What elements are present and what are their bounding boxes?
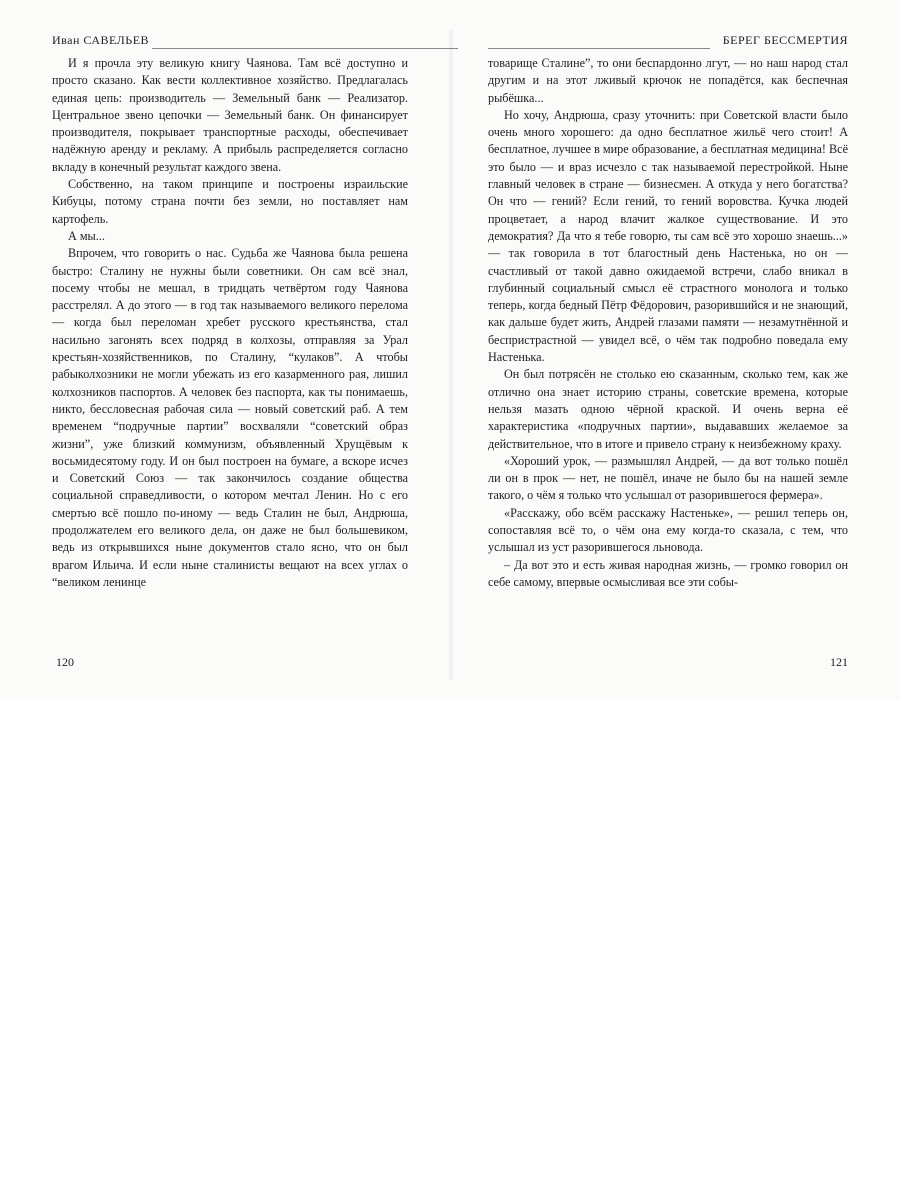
paragraph: «Расскажу, обо всём расскажу Настеньке», — решил теперь он, сопоставляя всё то, о чём она ему когда-то сказала, с тем, что услышал из уст разорившегося льновода. xyxy=(488,505,848,555)
paragraph: Впрочем, что говорить о нас. Судьба же Чаянова была решена быстро: Сталину не нужны были советники. Он сам всё знал, посему чтобы не мешал, в тридцать четвёртом году Чаянова расстрелял. А до этого — в год так называемого великого перелома — когда был переломан хребет русского крестьянства, стал насильно загонять всех подряд в колхозы, отправляя за Урал крестьян-хозяйственников, по Сталину, “кулаков”. А чтобы рабыколхозники не могли убежать из его казарменного рая, лишил колхозников паспортов. А человек без паспорта, как ты понимаешь, никто, бесcловесная рабочая сила — новый советский раб. А тем временем “подручные партии” восхваляли “советский образ жизни”, уже близкий коммунизм, объявленный Хрущёвым к восьмидесятому году. И он был построен на бумаге, а вскоре исчез и Советский Союз — так закончилось создание общества социальной справедливости, о котором мечтал Ленин. Но с его смертью всё пошло по-иному — ведь Сталин не был, Андрюша, продолжателем его великого дела, он даже не был большевиком, ведь из открывшихся ныне документов стало ясно, что он был врагом Ильича. И если ныне сталинисты вещают на всех углах о “великом ленинце xyxy=(52,246,408,589)
book-gutter xyxy=(448,30,454,680)
paragraph: И я прочла эту великую книгу Чаянова. Там всё доступно и просто сказано. Как вести коллективное хозяйство. Предлагалась единая цепь: производитель — Земельный банк — Реализатор. Центральное звено цепочки — Земельный банк. Он финансирует производителя, покрывает транспортные расходы, обеспечивает надёжную аренду и рекламу. А прибыль распределяется согласно вкладу в конечный результат каждого звена. xyxy=(52,56,408,174)
right-header-rule xyxy=(488,48,710,49)
right-page-number: 121 xyxy=(830,655,848,669)
paragraph: «Хороший урок, — размышлял Андрей, — да вот только пошёл ли он в прок — нет, не пошёл, иначе не было бы на нашей земле такого, о чём я только что услышал от разорившегося фермера». xyxy=(488,453,848,503)
right-running-head: БЕРЕГ БЕССМЕРТИЯ xyxy=(722,33,848,47)
left-body-text xyxy=(52,55,408,591)
right-page xyxy=(488,0,848,690)
paragraph: – Да вот это и есть живая народная жизнь, — громко говорил он себе самому, впервые осмысливая все эти собы- xyxy=(488,557,848,589)
paragraph: Собственно, на таком принципе и построены израильские Кибуцы, потому страна почти без земли, но поставляет нам картофель. xyxy=(52,177,408,226)
paragraph: Но хочу, Андрюша, сразу уточнить: при Советской власти было очень много хорошего: да одно бесплатное жильё чего стоит! А бесплатное, лучшее в мире образование, а бесплатная медицина! Всё это было — и враз исчезло с так называемой перестройкой. Ныне главный человек в стране — бизнесмен. А откуда у него богатства? Он что — гений? Если гений, то гений воровства. Кучка людей процветает, а народ влачит жалкое существование. И это демократия? Да что я тебе говорю, ты сам всё это хорошо знаешь...» — так говорила в тот благостный день Настенька, но он — счастливый от такой давно ожидаемой встречи, слабо вникал в глубинный социальный смысл её страстного монолога и только теперь, когда бедный Пётр Фёдорович, разорившийся и не знающий, как дальше будет жить, Андрей глазами памяти — незамутнённой и беспристрастной — увидел всё, о чём так подробно поведала ему Настенька. xyxy=(488,107,848,365)
left-page-number: 120 xyxy=(56,655,74,669)
left-header-rule xyxy=(152,48,458,49)
paragraph: Он был потрясён не столько ею сказанным, сколько тем, как же отлично она знает историю страны, советские времена, которые нельзя мазать одною чёрной краской. И очень верна её характеристика «подручных партии», выдававших желаемое за действительное, что в итоге и привело страну к неизбежному краху. xyxy=(488,367,848,451)
left-running-head: Иван САВЕЛЬЕВ xyxy=(52,33,150,47)
left-page xyxy=(52,0,408,690)
right-body-text xyxy=(488,55,848,591)
paragraph: товарище Сталине”, то они беспардонно лгут, — но наш народ стал другим и на этот лживый крючок не попадётся, как беспечная рыбёшка... xyxy=(488,56,848,105)
paragraph: А мы... xyxy=(68,228,105,243)
